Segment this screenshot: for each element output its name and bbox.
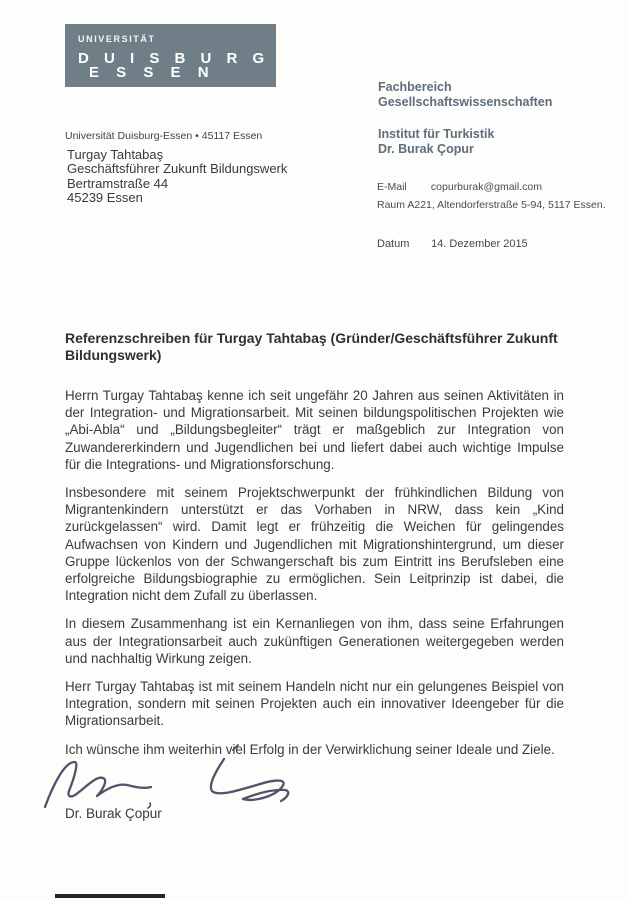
email-label: E-Mail <box>377 181 407 193</box>
date-label: Datum <box>377 238 410 250</box>
recipient-address-block <box>67 148 287 205</box>
paragraph-1: Herrn Turgay Tahtabaş kenne ich seit ungefähr 20 Jahren aus seinen Aktivitäten in der Integration- und Migrationsarbeit. Mit seinen bildungspolitischen Projekten wie „Abi-Abla“ und „Bildungsbegleiter“ trägt er maßgeblich zur Integration von Zuwandererkindern und Jugendlichen bei und liefert dabei auch wichtige Impulse für die Integrations- und Migrationsforschung. <box>65 388 564 472</box>
institute-line2: Dr. Burak Çopur <box>378 142 474 156</box>
date-row <box>377 238 528 250</box>
institute-line1: Institut für Turkistik <box>378 127 495 141</box>
logo-essen-label: E S S E N <box>89 64 216 81</box>
paragraph-4: Herr Turgay Tahtabaş ist mit seinem Handeln nicht nur ein gelungenes Beispiel von Integration, sondern mit seinen Projekten auch ein innovativer Ideengeber für die Migrationsarbeit. <box>65 679 564 729</box>
paragraph-2: Insbesondere mit seinem Projektschwerpunkt der frühkindlichen Bildung von Migrantenkindern unterstützt er das Vorhaben in NRW, dass kein „Kind zurückgelassen“ wird. Damit legt er frühzeitig die Weichen für gelingendes Aufwachsen von Kindern und Jugendlichen mit Migrationshintergrund, um dieser Gruppe lückenlos von der Schwangerschaft bis zum Eintritt ins Berufsleben eine erfolgreiche Bildungsbiographie zu ermöglichen. Sein Leitprinzip ist dabei, die Integration nicht dem Zufall zu überlassen. <box>65 485 564 604</box>
paragraph-3: In diesem Zusammenhang ist ein Kernanliegen von ihm, dass seine Erfahrungen aus der Integrationsarbeit auch zukünftigen Generationen weitergegeben werden und nachhaltig Wirkung zeigen. <box>65 616 564 666</box>
university-logo <box>65 24 276 87</box>
subject-line: Referenzschreiben für Turgay Tahtabaş (Gründer/Geschäftsführer Zukunft Bildungswerk) <box>65 330 558 363</box>
email-value: copurburak@gmail.com <box>430 181 542 193</box>
department-line2: Gesellschaftswissenschaften <box>378 95 553 109</box>
department-block <box>378 80 608 110</box>
scan-edge-artifact <box>55 894 165 898</box>
recipient-street: Bertramstraße 44 <box>67 175 169 191</box>
room-row: Raum A221, Altendorferstraße 5-94, 5117 Essen. <box>377 199 606 211</box>
recipient-name: Turgay Tahtabaş <box>67 147 164 162</box>
date-value: 14. Dezember 2015 <box>431 238 528 250</box>
signer-name: Dr. Burak Çopur <box>65 806 162 821</box>
recipient-city: 45239 Essen <box>67 189 143 205</box>
department-line1: Fachbereich <box>378 80 452 94</box>
letter-body <box>65 387 564 769</box>
institute-block <box>378 127 608 157</box>
sender-return-address: Universität Duisburg-Essen • 45117 Essen <box>65 130 263 142</box>
recipient-role: Geschäftsführer Zukunft Bildungswerk <box>67 161 288 177</box>
logo-duisburg-label: D U I S B U R G <box>78 50 270 67</box>
paragraph-5: Ich wünsche ihm weiterhin viel Erfolg in der Verwirklichung seiner Ideale und Ziele. <box>65 741 555 757</box>
logo-universitaet-label: UNIVERSITÄT <box>78 34 156 44</box>
email-row <box>377 181 542 193</box>
